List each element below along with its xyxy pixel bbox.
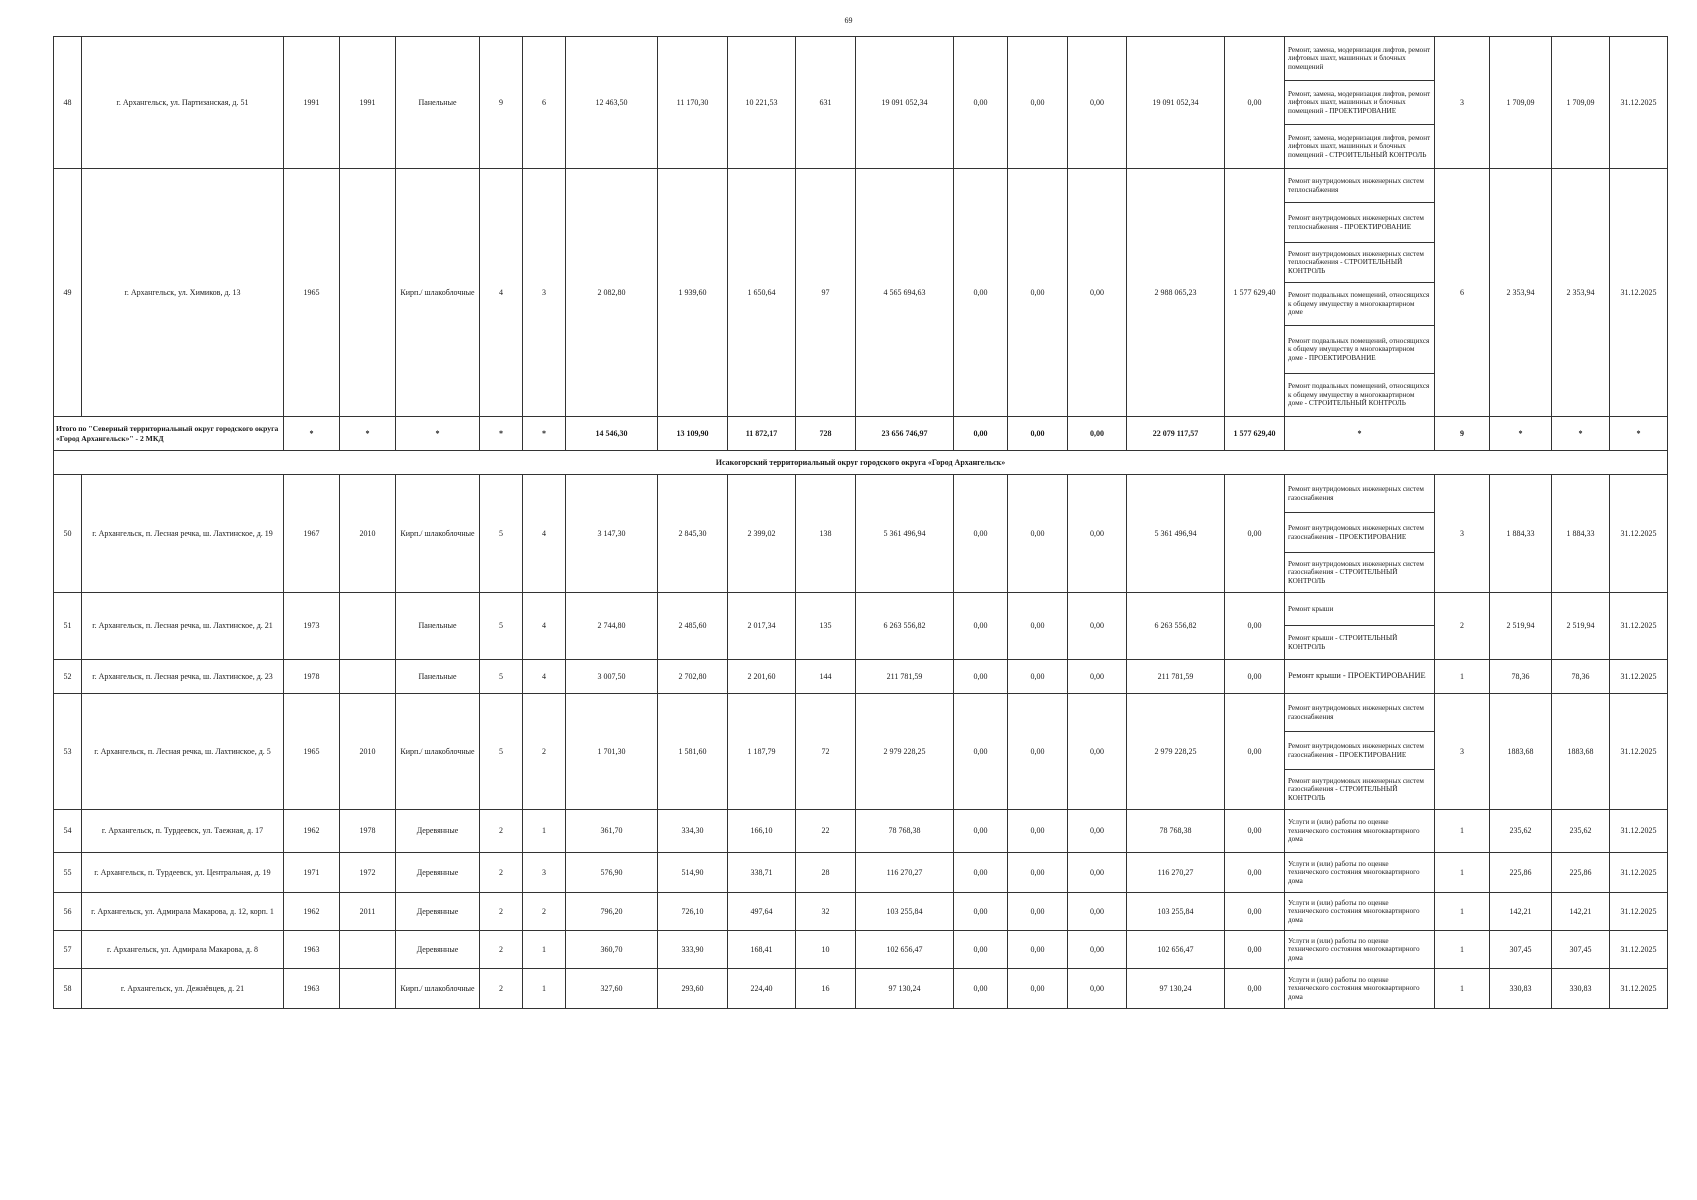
table-row bbox=[54, 893, 1668, 931]
row-number: 53 bbox=[54, 694, 82, 810]
cell-owners: 2 979 228,25 bbox=[1127, 694, 1225, 810]
cell-deadline: 31.12.2025 bbox=[1610, 969, 1668, 1009]
cell-budget-region: 0,00 bbox=[1008, 593, 1068, 660]
work-type: Услуги и (или) работы по оценке технического состояния многоквартирного дома bbox=[1285, 931, 1435, 969]
cell-area-total: 361,70 bbox=[566, 810, 658, 853]
cell-unit-cost: 2 519,94 bbox=[1490, 593, 1552, 660]
work-type: Ремонт внутридомовых инженерных систем газоснабжения bbox=[1285, 694, 1435, 732]
cell-area-living: 2 399,02 bbox=[728, 475, 796, 593]
table-row bbox=[54, 694, 1668, 732]
table-row bbox=[54, 37, 1668, 81]
cell-other: 0,00 bbox=[1225, 694, 1285, 810]
row-number: 57 bbox=[54, 931, 82, 969]
cell-unit-cost-max: 1 884,33 bbox=[1552, 475, 1610, 593]
cell-cost-total: 211 781,59 bbox=[856, 660, 954, 694]
cell-walls: Кирп./ шлакоблочные bbox=[396, 169, 480, 417]
cell-owners: 5 361 496,94 bbox=[1127, 475, 1225, 593]
total-entrances: * bbox=[523, 417, 566, 451]
cell-residents: 22 bbox=[796, 810, 856, 853]
cell-area-living: 224,40 bbox=[728, 969, 796, 1009]
cell-year-built: 1973 bbox=[284, 593, 340, 660]
row-number: 56 bbox=[54, 893, 82, 931]
work-type: Ремонт внутридомовых инженерных систем газоснабжения - ПРОЕКТИРОВАНИЕ bbox=[1285, 513, 1435, 553]
cell-area-total: 796,20 bbox=[566, 893, 658, 931]
cell-unit-cost-max: 78,36 bbox=[1552, 660, 1610, 694]
cell-budget-local: 0,00 bbox=[1068, 169, 1127, 417]
cell-year-built: 1962 bbox=[284, 893, 340, 931]
work-type: Ремонт подвальных помещений, относящихся к общему имуществу в многоквартирном доме - СТРОИТЕЛЬНЫЙ КОНТРОЛЬ bbox=[1285, 374, 1435, 417]
cell-budget-local: 0,00 bbox=[1068, 853, 1127, 893]
cell-entrances: 1 bbox=[523, 969, 566, 1009]
cell-year-built: 1967 bbox=[284, 475, 340, 593]
cell-floors: 2 bbox=[480, 810, 523, 853]
cell-entrances: 2 bbox=[523, 694, 566, 810]
cell-other: 0,00 bbox=[1225, 931, 1285, 969]
cell-year-built: 1971 bbox=[284, 853, 340, 893]
work-type: Ремонт крыши - ПРОЕКТИРОВАНИЕ bbox=[1285, 660, 1435, 694]
total-floors: * bbox=[480, 417, 523, 451]
cell-owners: 103 255,84 bbox=[1127, 893, 1225, 931]
cell-area-premises: 514,90 bbox=[658, 853, 728, 893]
cell-residents: 135 bbox=[796, 593, 856, 660]
cell-floors: 5 bbox=[480, 660, 523, 694]
cell-cost-total: 4 565 694,63 bbox=[856, 169, 954, 417]
cell-walls: Панельные bbox=[396, 593, 480, 660]
cell-owners: 102 656,47 bbox=[1127, 931, 1225, 969]
cell-year-built: 1965 bbox=[284, 694, 340, 810]
cell-owners: 78 768,38 bbox=[1127, 810, 1225, 853]
cell-entrances: 1 bbox=[523, 810, 566, 853]
cell-area-total: 576,90 bbox=[566, 853, 658, 893]
cell-deadline: 31.12.2025 bbox=[1610, 475, 1668, 593]
cell-budget-local: 0,00 bbox=[1068, 660, 1127, 694]
cell-budget-region: 0,00 bbox=[1008, 37, 1068, 169]
cell-walls: Деревянные bbox=[396, 893, 480, 931]
cell-works-count: 3 bbox=[1435, 475, 1490, 593]
cell-year-renov: 2010 bbox=[340, 694, 396, 810]
cell-residents: 32 bbox=[796, 893, 856, 931]
work-type: Ремонт крыши - СТРОИТЕЛЬНЫЙ КОНТРОЛЬ bbox=[1285, 626, 1435, 660]
row-number: 52 bbox=[54, 660, 82, 694]
cell-owners: 116 270,27 bbox=[1127, 853, 1225, 893]
cell-works-count: 1 bbox=[1435, 969, 1490, 1009]
cell-walls: Панельные bbox=[396, 37, 480, 169]
cell-unit-cost: 142,21 bbox=[1490, 893, 1552, 931]
cell-address: г. Архангельск, п. Лесная речка, ш. Лахтинское, д. 5 bbox=[82, 694, 284, 810]
cell-walls: Панельные bbox=[396, 660, 480, 694]
table-row bbox=[54, 931, 1668, 969]
cell-address: г. Архангельск, п. Лесная речка, ш. Лахтинское, д. 19 bbox=[82, 475, 284, 593]
cell-year-renov bbox=[340, 931, 396, 969]
cell-address: г. Архангельск, ул. Химиков, д. 13 bbox=[82, 169, 284, 417]
cell-other: 0,00 bbox=[1225, 810, 1285, 853]
table-row bbox=[54, 969, 1668, 1009]
cell-unit-cost-max: 225,86 bbox=[1552, 853, 1610, 893]
cell-owners: 97 130,24 bbox=[1127, 969, 1225, 1009]
cell-walls: Кирп./ шлакоблочные bbox=[396, 694, 480, 810]
work-type: Ремонт внутридомовых инженерных систем газоснабжения - ПРОЕКТИРОВАНИЕ bbox=[1285, 732, 1435, 770]
cell-deadline: 31.12.2025 bbox=[1610, 810, 1668, 853]
cell-entrances: 4 bbox=[523, 660, 566, 694]
cell-owners: 2 988 065,23 bbox=[1127, 169, 1225, 417]
cell-budget-local: 0,00 bbox=[1068, 593, 1127, 660]
cell-unit-cost: 307,45 bbox=[1490, 931, 1552, 969]
cell-walls: Деревянные bbox=[396, 853, 480, 893]
total-residents: 728 bbox=[796, 417, 856, 451]
cell-area-living: 168,41 bbox=[728, 931, 796, 969]
cell-area-premises: 2 485,60 bbox=[658, 593, 728, 660]
cell-year-renov bbox=[340, 660, 396, 694]
cell-fund: 0,00 bbox=[954, 593, 1008, 660]
cell-deadline: 31.12.2025 bbox=[1610, 593, 1668, 660]
cell-residents: 138 bbox=[796, 475, 856, 593]
cell-entrances: 6 bbox=[523, 37, 566, 169]
cell-area-living: 497,64 bbox=[728, 893, 796, 931]
work-type: Ремонт, замена, модернизация лифтов, ремонт лифтовых шахт, машинных и блочных помещений - ПРОЕКТИРОВАНИЕ bbox=[1285, 81, 1435, 125]
cell-fund: 0,00 bbox=[954, 893, 1008, 931]
cell-budget-local: 0,00 bbox=[1068, 969, 1127, 1009]
cell-entrances: 1 bbox=[523, 931, 566, 969]
cell-unit-cost: 1883,68 bbox=[1490, 694, 1552, 810]
cell-unit-cost-max: 2 353,94 bbox=[1552, 169, 1610, 417]
cell-address: г. Архангельск, ул. Партизанская, д. 51 bbox=[82, 37, 284, 169]
cell-residents: 144 bbox=[796, 660, 856, 694]
cell-fund: 0,00 bbox=[954, 475, 1008, 593]
cell-year-renov bbox=[340, 969, 396, 1009]
cell-entrances: 4 bbox=[523, 475, 566, 593]
cell-year-built: 1991 bbox=[284, 37, 340, 169]
cell-residents: 28 bbox=[796, 853, 856, 893]
cell-cost-total: 103 255,84 bbox=[856, 893, 954, 931]
total-area-living: 11 872,17 bbox=[728, 417, 796, 451]
total-owners: 22 079 117,57 bbox=[1127, 417, 1225, 451]
total-fund: 0,00 bbox=[954, 417, 1008, 451]
cell-other: 0,00 bbox=[1225, 593, 1285, 660]
cell-address: г. Архангельск, п. Лесная речка, ш. Лахтинское, д. 23 bbox=[82, 660, 284, 694]
work-type: Ремонт внутридомовых инженерных систем газоснабжения - СТРОИТЕЛЬНЫЙ КОНТРОЛЬ bbox=[1285, 553, 1435, 593]
cell-address: г. Архангельск, ул. Дежнёвцев, д. 21 bbox=[82, 969, 284, 1009]
cell-cost-total: 5 361 496,94 bbox=[856, 475, 954, 593]
row-number: 48 bbox=[54, 37, 82, 169]
cell-budget-local: 0,00 bbox=[1068, 475, 1127, 593]
cell-unit-cost-max: 235,62 bbox=[1552, 810, 1610, 853]
total-unit-cost: * bbox=[1490, 417, 1552, 451]
cell-cost-total: 116 270,27 bbox=[856, 853, 954, 893]
table-row bbox=[54, 169, 1668, 203]
work-type: Ремонт внутридомовых инженерных систем газоснабжения bbox=[1285, 475, 1435, 513]
total-budget-local: 0,00 bbox=[1068, 417, 1127, 451]
table-row bbox=[54, 660, 1668, 694]
table-row bbox=[54, 810, 1668, 853]
cell-unit-cost-max: 1 709,09 bbox=[1552, 37, 1610, 169]
cell-unit-cost: 225,86 bbox=[1490, 853, 1552, 893]
cell-floors: 2 bbox=[480, 853, 523, 893]
row-number: 58 bbox=[54, 969, 82, 1009]
row-number: 50 bbox=[54, 475, 82, 593]
table-row bbox=[54, 475, 1668, 513]
cell-year-renov bbox=[340, 169, 396, 417]
table-row bbox=[54, 853, 1668, 893]
cell-unit-cost-max: 142,21 bbox=[1552, 893, 1610, 931]
cell-year-renov: 1972 bbox=[340, 853, 396, 893]
cell-area-living: 2 017,34 bbox=[728, 593, 796, 660]
cell-works-count: 1 bbox=[1435, 660, 1490, 694]
cell-owners: 6 263 556,82 bbox=[1127, 593, 1225, 660]
cell-area-total: 2 744,80 bbox=[566, 593, 658, 660]
cell-deadline: 31.12.2025 bbox=[1610, 37, 1668, 169]
cell-year-renov: 2010 bbox=[340, 475, 396, 593]
work-type: Ремонт, замена, модернизация лифтов, ремонт лифтовых шахт, машинных и блочных помещений - СТРОИТЕЛЬНЫЙ КОНТРОЛЬ bbox=[1285, 125, 1435, 169]
work-type: Ремонт внутридомовых инженерных систем газоснабжения - СТРОИТЕЛЬНЫЙ КОНТРОЛЬ bbox=[1285, 770, 1435, 810]
cell-entrances: 4 bbox=[523, 593, 566, 660]
work-type: Услуги и (или) работы по оценке технического состояния многоквартирного дома bbox=[1285, 810, 1435, 853]
cell-entrances: 3 bbox=[523, 169, 566, 417]
cell-fund: 0,00 bbox=[954, 969, 1008, 1009]
cell-owners: 211 781,59 bbox=[1127, 660, 1225, 694]
cell-area-living: 10 221,53 bbox=[728, 37, 796, 169]
total-cost-total: 23 656 746,97 bbox=[856, 417, 954, 451]
cell-area-living: 1 187,79 bbox=[728, 694, 796, 810]
work-type: Ремонт подвальных помещений, относящихся к общему имуществу в многоквартирном доме bbox=[1285, 283, 1435, 326]
cell-deadline: 31.12.2025 bbox=[1610, 853, 1668, 893]
total-budget-region: 0,00 bbox=[1008, 417, 1068, 451]
cell-works-count: 1 bbox=[1435, 810, 1490, 853]
cell-area-total: 3 007,50 bbox=[566, 660, 658, 694]
cell-year-built: 1963 bbox=[284, 969, 340, 1009]
repair-program-table bbox=[53, 36, 1668, 1009]
cell-budget-region: 0,00 bbox=[1008, 810, 1068, 853]
cell-year-built: 1962 bbox=[284, 810, 340, 853]
cell-walls: Деревянные bbox=[396, 810, 480, 853]
total-year-built: * bbox=[284, 417, 340, 451]
cell-works-count: 1 bbox=[1435, 893, 1490, 931]
cell-residents: 10 bbox=[796, 931, 856, 969]
cell-budget-local: 0,00 bbox=[1068, 810, 1127, 853]
row-number: 54 bbox=[54, 810, 82, 853]
cell-unit-cost-max: 330,83 bbox=[1552, 969, 1610, 1009]
cell-floors: 5 bbox=[480, 694, 523, 810]
cell-area-total: 1 701,30 bbox=[566, 694, 658, 810]
cell-budget-region: 0,00 bbox=[1008, 475, 1068, 593]
cell-floors: 5 bbox=[480, 593, 523, 660]
cell-budget-local: 0,00 bbox=[1068, 893, 1127, 931]
cell-fund: 0,00 bbox=[954, 810, 1008, 853]
total-area-total: 14 546,30 bbox=[566, 417, 658, 451]
work-type: Услуги и (или) работы по оценке технического состояния многоквартирного дома bbox=[1285, 969, 1435, 1009]
total-deadline: * bbox=[1610, 417, 1668, 451]
total-label: Итого по "Северный территориальный округ городского округа «Город Архангельск»" - 2 МКД bbox=[54, 417, 284, 451]
cell-budget-region: 0,00 bbox=[1008, 893, 1068, 931]
cell-other: 0,00 bbox=[1225, 37, 1285, 169]
cell-area-premises: 1 939,60 bbox=[658, 169, 728, 417]
work-type: Услуги и (или) работы по оценке технического состояния многоквартирного дома bbox=[1285, 853, 1435, 893]
cell-other: 0,00 bbox=[1225, 969, 1285, 1009]
cell-area-premises: 293,60 bbox=[658, 969, 728, 1009]
cell-area-premises: 333,90 bbox=[658, 931, 728, 969]
cell-area-total: 327,60 bbox=[566, 969, 658, 1009]
total-row bbox=[54, 417, 1668, 451]
cell-unit-cost: 1 884,33 bbox=[1490, 475, 1552, 593]
cell-unit-cost-max: 2 519,94 bbox=[1552, 593, 1610, 660]
cell-residents: 72 bbox=[796, 694, 856, 810]
cell-area-premises: 334,30 bbox=[658, 810, 728, 853]
cell-fund: 0,00 bbox=[954, 37, 1008, 169]
cell-other: 0,00 bbox=[1225, 475, 1285, 593]
total-walls: * bbox=[396, 417, 480, 451]
cell-cost-total: 78 768,38 bbox=[856, 810, 954, 853]
cell-address: г. Архангельск, ул. Адмирала Макарова, д. 8 bbox=[82, 931, 284, 969]
cell-area-premises: 2 845,30 bbox=[658, 475, 728, 593]
cell-deadline: 31.12.2025 bbox=[1610, 169, 1668, 417]
work-type: Ремонт внутридомовых инженерных систем теплоснабжения bbox=[1285, 169, 1435, 203]
cell-area-premises: 1 581,60 bbox=[658, 694, 728, 810]
cell-residents: 16 bbox=[796, 969, 856, 1009]
cell-fund: 0,00 bbox=[954, 169, 1008, 417]
cell-area-living: 166,10 bbox=[728, 810, 796, 853]
cell-unit-cost: 330,83 bbox=[1490, 969, 1552, 1009]
cell-cost-total: 102 656,47 bbox=[856, 931, 954, 969]
cell-address: г. Архангельск, ул. Адмирала Макарова, д. 12, корп. 1 bbox=[82, 893, 284, 931]
row-number: 49 bbox=[54, 169, 82, 417]
cell-other: 1 577 629,40 bbox=[1225, 169, 1285, 417]
section-heading: Исакогорский территориальный округ городского округа «Город Архангельск» bbox=[54, 451, 1668, 475]
cell-area-living: 338,71 bbox=[728, 853, 796, 893]
cell-budget-region: 0,00 bbox=[1008, 931, 1068, 969]
cell-fund: 0,00 bbox=[954, 660, 1008, 694]
table-row bbox=[54, 593, 1668, 626]
row-number: 55 bbox=[54, 853, 82, 893]
row-number: 51 bbox=[54, 593, 82, 660]
cell-budget-local: 0,00 bbox=[1068, 694, 1127, 810]
cell-address: г. Архангельск, п. Лесная речка, ш. Лахтинское, д. 21 bbox=[82, 593, 284, 660]
work-type: Ремонт внутридомовых инженерных систем теплоснабжения - ПРОЕКТИРОВАНИЕ bbox=[1285, 203, 1435, 243]
cell-unit-cost-max: 307,45 bbox=[1552, 931, 1610, 969]
cell-area-premises: 2 702,80 bbox=[658, 660, 728, 694]
cell-other: 0,00 bbox=[1225, 853, 1285, 893]
cell-address: г. Архангельск, п. Турдеевск, ул. Таежная, д. 17 bbox=[82, 810, 284, 853]
cell-floors: 2 bbox=[480, 893, 523, 931]
work-type: Ремонт, замена, модернизация лифтов, ремонт лифтовых шахт, машинных и блочных помещений bbox=[1285, 37, 1435, 81]
cell-unit-cost: 235,62 bbox=[1490, 810, 1552, 853]
cell-area-total: 3 147,30 bbox=[566, 475, 658, 593]
cell-works-count: 3 bbox=[1435, 37, 1490, 169]
cell-area-total: 12 463,50 bbox=[566, 37, 658, 169]
cell-deadline: 31.12.2025 bbox=[1610, 931, 1668, 969]
cell-entrances: 3 bbox=[523, 853, 566, 893]
cell-area-premises: 11 170,30 bbox=[658, 37, 728, 169]
cell-area-premises: 726,10 bbox=[658, 893, 728, 931]
work-type: Ремонт крыши bbox=[1285, 593, 1435, 626]
cell-walls: Кирп./ шлакоблочные bbox=[396, 969, 480, 1009]
cell-floors: 2 bbox=[480, 931, 523, 969]
cell-budget-region: 0,00 bbox=[1008, 969, 1068, 1009]
cell-year-built: 1965 bbox=[284, 169, 340, 417]
cell-year-renov: 2011 bbox=[340, 893, 396, 931]
cell-area-total: 360,70 bbox=[566, 931, 658, 969]
cell-cost-total: 19 091 052,34 bbox=[856, 37, 954, 169]
cell-cost-total: 6 263 556,82 bbox=[856, 593, 954, 660]
cell-owners: 19 091 052,34 bbox=[1127, 37, 1225, 169]
cell-year-built: 1963 bbox=[284, 931, 340, 969]
total-works: * bbox=[1285, 417, 1435, 451]
cell-budget-region: 0,00 bbox=[1008, 694, 1068, 810]
total-works-count: 9 bbox=[1435, 417, 1490, 451]
cell-cost-total: 2 979 228,25 bbox=[856, 694, 954, 810]
page-number: 69 bbox=[844, 16, 853, 25]
cell-unit-cost: 2 353,94 bbox=[1490, 169, 1552, 417]
cell-area-total: 2 082,80 bbox=[566, 169, 658, 417]
cell-works-count: 1 bbox=[1435, 931, 1490, 969]
cell-walls: Деревянные bbox=[396, 931, 480, 969]
cell-cost-total: 97 130,24 bbox=[856, 969, 954, 1009]
total-other: 1 577 629,40 bbox=[1225, 417, 1285, 451]
work-type: Ремонт подвальных помещений, относящихся к общему имуществу в многоквартирном доме - ПРОЕКТИРОВАНИЕ bbox=[1285, 326, 1435, 374]
cell-unit-cost: 78,36 bbox=[1490, 660, 1552, 694]
cell-floors: 5 bbox=[480, 475, 523, 593]
cell-area-living: 2 201,60 bbox=[728, 660, 796, 694]
cell-floors: 2 bbox=[480, 969, 523, 1009]
cell-works-count: 1 bbox=[1435, 853, 1490, 893]
cell-works-count: 3 bbox=[1435, 694, 1490, 810]
total-year-renov: * bbox=[340, 417, 396, 451]
cell-walls: Кирп./ шлакоблочные bbox=[396, 475, 480, 593]
total-area-premises: 13 109,90 bbox=[658, 417, 728, 451]
work-type: Услуги и (или) работы по оценке технического состояния многоквартирного дома bbox=[1285, 893, 1435, 931]
cell-works-count: 2 bbox=[1435, 593, 1490, 660]
cell-residents: 97 bbox=[796, 169, 856, 417]
cell-area-living: 1 650,64 bbox=[728, 169, 796, 417]
cell-budget-region: 0,00 bbox=[1008, 660, 1068, 694]
cell-other: 0,00 bbox=[1225, 660, 1285, 694]
cell-residents: 631 bbox=[796, 37, 856, 169]
cell-fund: 0,00 bbox=[954, 853, 1008, 893]
work-type: Ремонт внутридомовых инженерных систем теплоснабжения - СТРОИТЕЛЬНЫЙ КОНТРОЛЬ bbox=[1285, 243, 1435, 283]
cell-budget-local: 0,00 bbox=[1068, 37, 1127, 169]
cell-year-built: 1978 bbox=[284, 660, 340, 694]
cell-budget-region: 0,00 bbox=[1008, 169, 1068, 417]
cell-other: 0,00 bbox=[1225, 893, 1285, 931]
cell-entrances: 2 bbox=[523, 893, 566, 931]
cell-fund: 0,00 bbox=[954, 694, 1008, 810]
cell-floors: 4 bbox=[480, 169, 523, 417]
cell-deadline: 31.12.2025 bbox=[1610, 893, 1668, 931]
cell-year-renov: 1978 bbox=[340, 810, 396, 853]
cell-year-renov: 1991 bbox=[340, 37, 396, 169]
cell-works-count: 6 bbox=[1435, 169, 1490, 417]
cell-floors: 9 bbox=[480, 37, 523, 169]
cell-deadline: 31.12.2025 bbox=[1610, 694, 1668, 810]
total-unit-cost-max: * bbox=[1552, 417, 1610, 451]
cell-unit-cost-max: 1883,68 bbox=[1552, 694, 1610, 810]
cell-unit-cost: 1 709,09 bbox=[1490, 37, 1552, 169]
cell-budget-region: 0,00 bbox=[1008, 853, 1068, 893]
cell-budget-local: 0,00 bbox=[1068, 931, 1127, 969]
cell-year-renov bbox=[340, 593, 396, 660]
cell-deadline: 31.12.2025 bbox=[1610, 660, 1668, 694]
section-heading-row bbox=[54, 451, 1668, 475]
cell-address: г. Архангельск, п. Турдеевск, ул. Центральная, д. 19 bbox=[82, 853, 284, 893]
cell-fund: 0,00 bbox=[954, 931, 1008, 969]
